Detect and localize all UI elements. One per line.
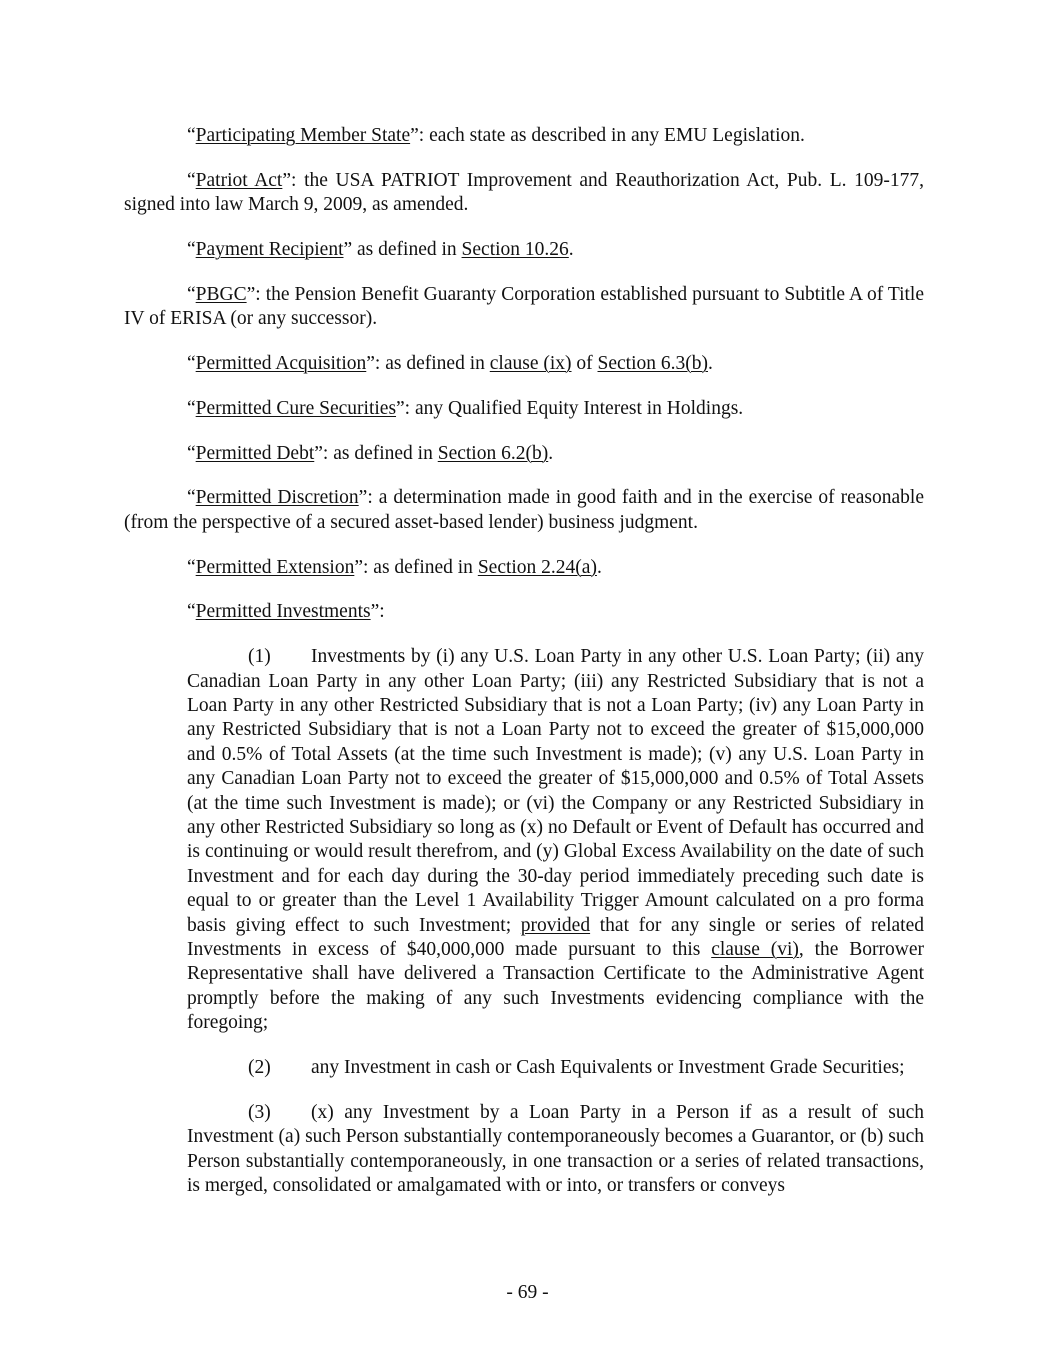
definition-permitted-debt: “Permitted Debt”: as defined in Section 6.2(b).	[187, 442, 554, 464]
defined-term: Permitted Extension	[195, 556, 355, 578]
definition-participating-member-state: “Participating Member State”: each state as described in any EMU Legislation.	[187, 125, 805, 146]
definition-permitted-cure-securities: “Permitted Cure Securities”: any Qualified Equity Interest in Holdings.	[187, 397, 744, 419]
definition-permitted-discretion: “Permitted Discretion”: a determination made in good faith and in the exercise of reasonable (from the perspective of a secured asset-based lender) business judgment.	[124, 487, 924, 533]
definition-pbgc: “PBGC”: the Pension Benefit Guaranty Corporation established pursuant to Subtitle A of Title IV of ERISA (or any successor).	[124, 283, 925, 330]
clause-reference: clause (ix)	[489, 353, 572, 374]
defined-term: Participating Member State	[195, 125, 411, 146]
emphasis-term: provided	[520, 914, 591, 936]
defined-term: Permitted Cure Securities	[195, 397, 397, 419]
definition-permitted-extension: “Permitted Extension”: as defined in Section 2.24(a).	[187, 556, 602, 578]
list-item: (1) Investments by (i) any U.S. Loan Party in any other U.S. Loan Party; (ii) any Canadian Loan Party in any other Loan Party; (iii) any Restricted Subsidiary that is not a Loan Party in any other Restricted Subsidiary that is not a Loan Party; (iv) any Loan Party in any Restricted Subsidiary that is not a Loan Party not to exceed the greater of $15,000,000 and 0.5% of Total Assets (at the time such Investment is made); (v) any U.S. Loan Party in any Canadian Loan Party not to exceed the greater of $15,000,000 and 0.5% of Total Assets (at the time such Investment is made); or (vi) the Company or any Restricted Subsidiary in any other Restricted Subsidiary so long as (x) no Default or Event of Default has occurred and is continuing or would result therefrom, and (y) Global Excess Availability on the date of such Investment and for each day during the 30-day period immediately preceding such date is equal to or greater than the Level 1 Availability Trigger Amount calculated on a pro forma basis giving effect to such Investment; provided that for any single or series of related Investments in excess of $40,000,000 made pursuant to this clause (vi), the Borrower Representative shall have delivered a Transaction Certificate to the Administrative Agent promptly before the making of any such Investments evidencing compliance with the foregoing;	[187, 646, 924, 1034]
defined-term: Permitted Investments	[195, 601, 371, 623]
definition-permitted-acquisition: “Permitted Acquisition”: as defined in clause (ix) of Section 6.3(b).	[187, 353, 713, 374]
clause-reference: clause (vi)	[711, 939, 799, 961]
item-number: (1)	[248, 646, 271, 668]
section-reference: Section 6.2(b)	[437, 442, 549, 464]
defined-term: Payment Recipient	[195, 239, 344, 260]
defined-term: Patriot Act	[195, 169, 283, 191]
item-number: (3)	[248, 1101, 271, 1123]
section-reference: Section 10.26	[461, 239, 569, 260]
defined-term: Permitted Acquisition	[195, 353, 367, 374]
definition-patriot-act: “Patriot Act”: the USA PATRIOT Improvement and Reauthorization Act, Pub. L. 109-177, signed into law March 9, 2009, as amended.	[124, 169, 924, 216]
list-item: (3) (x) any Investment by a Loan Party in a Person if as a result of such Investment (a) such Person substantially contemporaneously becomes a Guarantor, or (b) such Person substantially contemporaneously, in one transaction or a series of related transactions, is merged, consolidated or amalgamated with or into, or transfers or conveys	[187, 1101, 924, 1197]
section-reference: Section 6.3(b)	[597, 353, 708, 374]
definition-permitted-investments: “Permitted Investments”:	[187, 601, 385, 623]
item-number: (2)	[248, 1057, 271, 1079]
list-item: (2) any Investment in cash or Cash Equivalents or Investment Grade Securities;	[187, 1056, 924, 1080]
document-page	[124, 124, 924, 1219]
defined-term: Permitted Debt	[195, 442, 315, 464]
definition-payment-recipient: “Payment Recipient” as defined in Section 10.26.	[187, 239, 574, 260]
defined-term: PBGC	[195, 283, 247, 305]
section-reference: Section 2.24(a)	[477, 556, 597, 578]
defined-term: Permitted Discretion	[195, 487, 359, 509]
page-number: - 69 -	[506, 1282, 549, 1303]
